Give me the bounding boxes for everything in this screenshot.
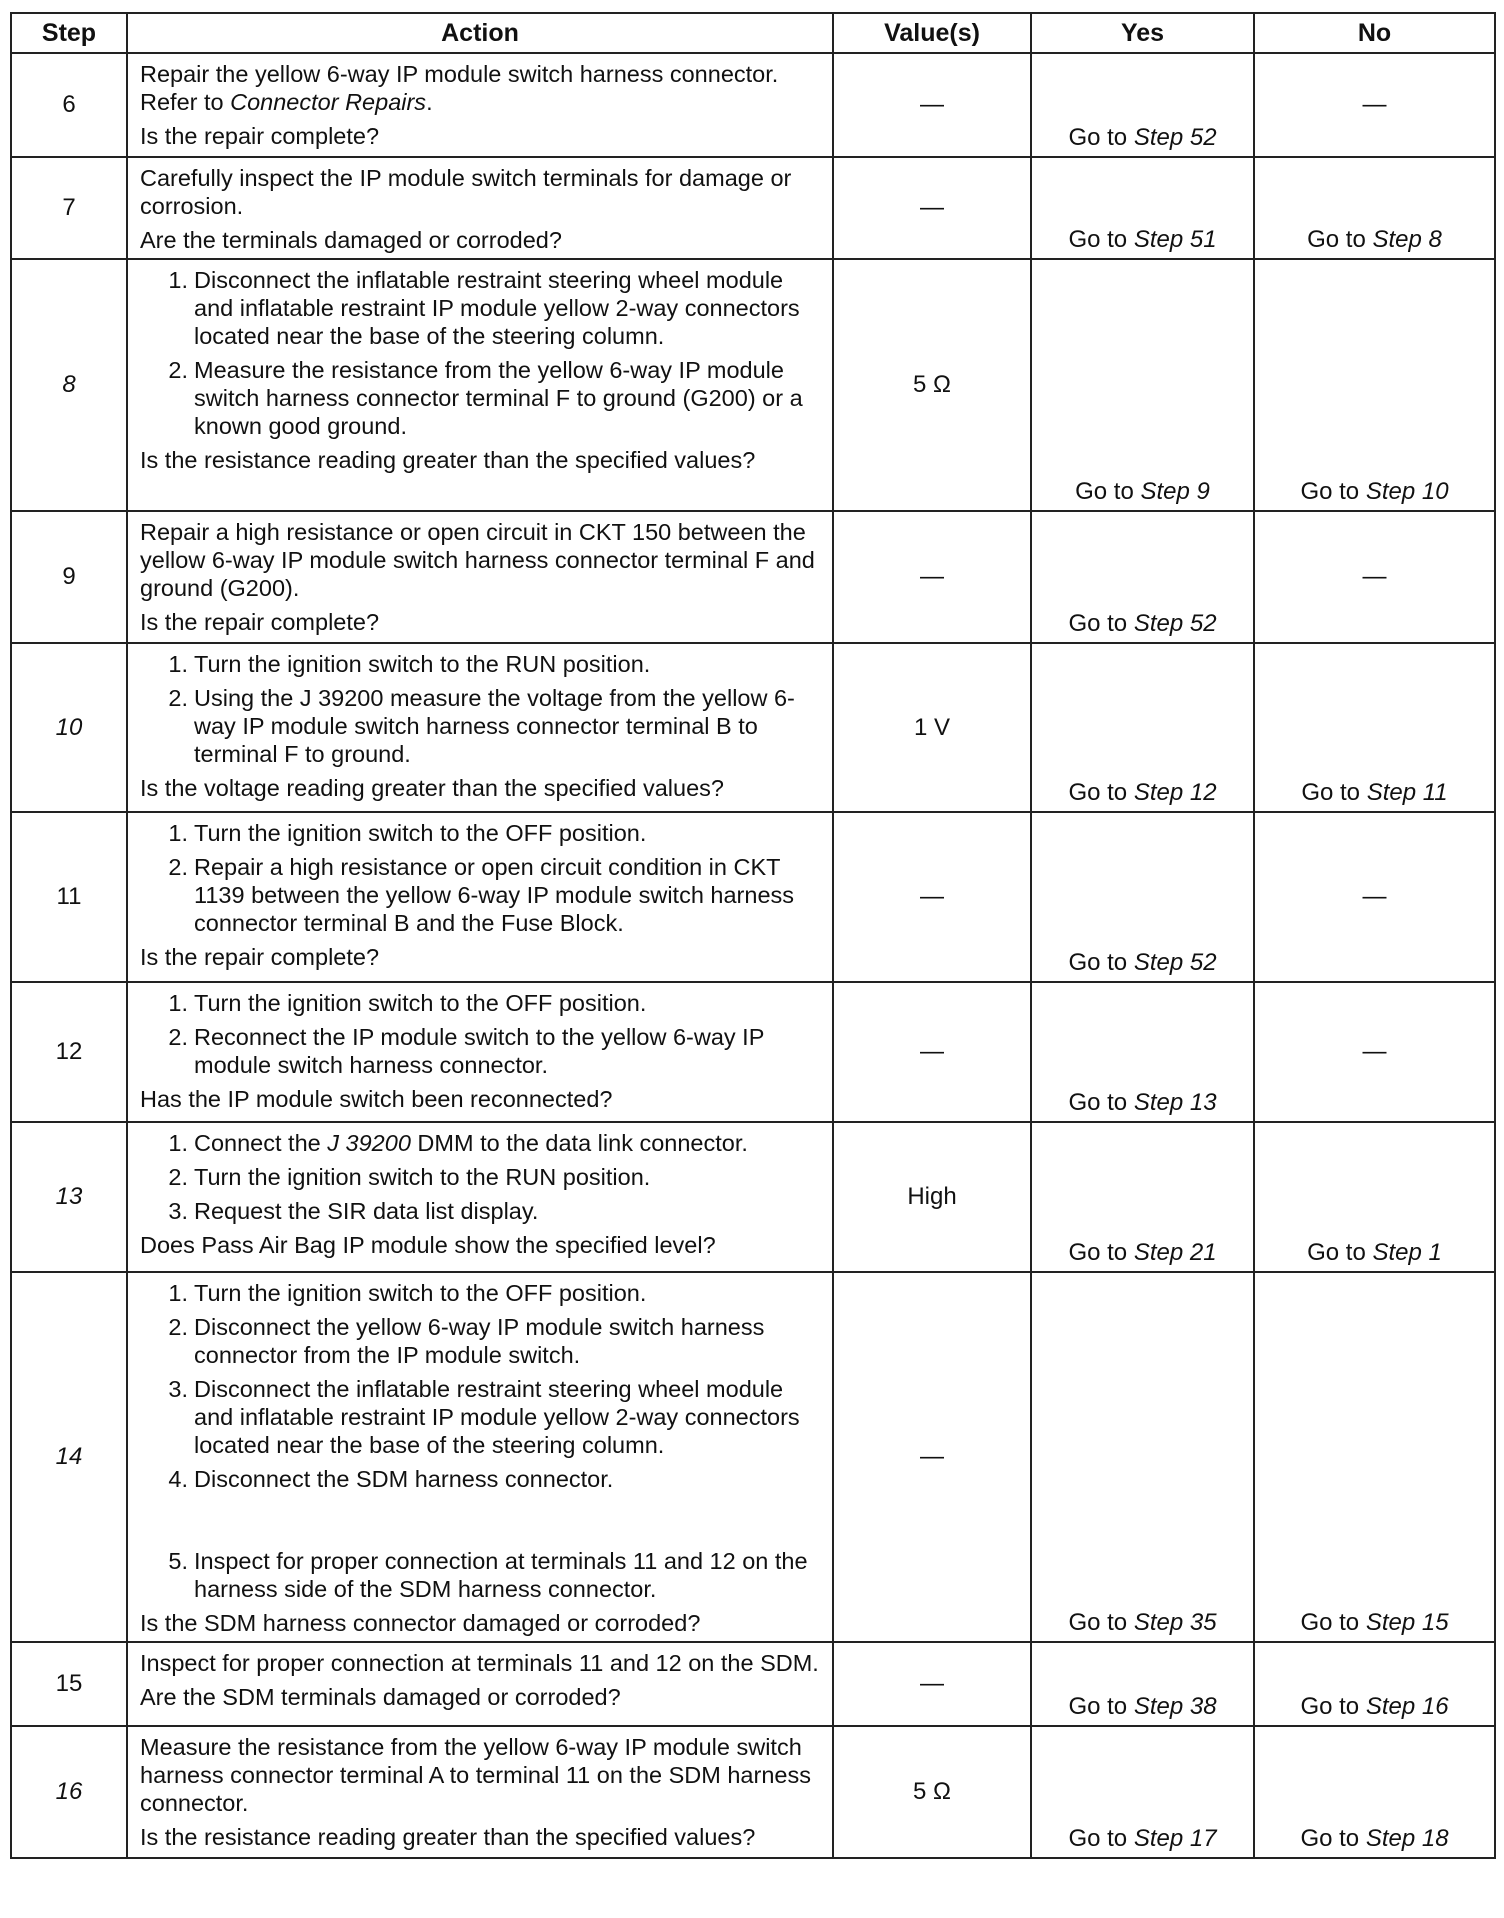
table-row <box>11 643 1495 812</box>
step-number: 10 <box>11 643 127 812</box>
yes-goto: Go to Step 12 <box>1068 779 1217 806</box>
value-cell: — <box>833 511 1031 643</box>
no-cell <box>1254 1642 1495 1726</box>
yes-cell <box>1031 982 1254 1122</box>
action-list <box>140 819 822 937</box>
table-row <box>11 1642 1495 1726</box>
value-cell: — <box>833 1272 1031 1642</box>
no-cell <box>1254 1122 1495 1272</box>
yes-cell <box>1031 511 1254 643</box>
yes-cell <box>1031 259 1254 511</box>
no-goto: Go to Step 1 <box>1307 1239 1442 1266</box>
no-cell <box>1254 53 1495 157</box>
yes-goto: Go to Step 52 <box>1068 610 1217 637</box>
list-item: 2. Using the J 39200 measure the voltage from the yellow 6-way IP module switch harness connector terminal B to terminal F to ground. <box>168 685 795 767</box>
step-number: 6 <box>11 53 127 157</box>
action-list <box>140 650 822 768</box>
action-question: Does Pass Air Bag IP module show the specified level? <box>140 1232 716 1258</box>
no-dash: — <box>1362 563 1387 590</box>
no-cell <box>1254 259 1495 511</box>
yes-cell <box>1031 812 1254 982</box>
action-question: Is the repair complete? <box>140 123 380 149</box>
header-row <box>11 13 1495 53</box>
no-cell <box>1254 812 1495 982</box>
action-question: Is the SDM harness connector damaged or corroded? <box>140 1610 701 1636</box>
value-cell: 5 Ω <box>833 259 1031 511</box>
header-action: Action <box>127 13 833 53</box>
no-goto: Go to Step 11 <box>1301 779 1448 806</box>
no-goto: Go to Step 15 <box>1300 1609 1449 1636</box>
no-cell <box>1254 982 1495 1122</box>
action-cell <box>127 259 833 511</box>
header-no: No <box>1254 13 1495 53</box>
action-list <box>140 989 822 1079</box>
table-row <box>11 1726 1495 1858</box>
yes-cell <box>1031 1122 1254 1272</box>
list-item: 2. Measure the resistance from the yellow 6-way IP module switch harness connector terminal F to ground (G200) or a known good ground. <box>168 357 803 439</box>
list-item: 1. Turn the ignition switch to the OFF position. <box>168 1280 647 1306</box>
tool-reference: J 39200 <box>327 1130 411 1156</box>
action-list <box>140 1279 822 1603</box>
no-cell <box>1254 1272 1495 1642</box>
list-item: 1. Turn the ignition switch to the OFF position. <box>168 990 647 1016</box>
action-cell <box>127 1642 833 1726</box>
yes-cell <box>1031 643 1254 812</box>
yes-goto: Go to Step 17 <box>1068 1825 1217 1852</box>
step-number: 9 <box>11 511 127 643</box>
no-cell <box>1254 157 1495 259</box>
step-number: 14 <box>11 1272 127 1642</box>
step-number: 12 <box>11 982 127 1122</box>
reference-link: Connector Repairs <box>230 89 427 115</box>
yes-cell <box>1031 157 1254 259</box>
action-list <box>140 1129 822 1225</box>
no-dash: — <box>1362 1038 1387 1065</box>
list-item: 1. Disconnect the inflatable restraint steering wheel module and inflatable restraint IP module yellow 2-way connectors located near the base of the steering column. <box>168 267 800 349</box>
value-cell: — <box>833 982 1031 1122</box>
action-question: Are the terminals damaged or corroded? <box>140 227 562 253</box>
header-yes: Yes <box>1031 13 1254 53</box>
yes-cell <box>1031 1642 1254 1726</box>
yes-cell <box>1031 1272 1254 1642</box>
action-question: Is the repair complete? <box>140 609 380 635</box>
list-item: 3. Request the SIR data list display. <box>168 1198 539 1224</box>
no-goto: Go to Step 18 <box>1300 1825 1449 1852</box>
action-question: Is the resistance reading greater than the specified values? <box>140 1824 756 1850</box>
action-question: Are the SDM terminals damaged or corroded? <box>140 1684 621 1710</box>
list-item: 3. Disconnect the inflatable restraint steering wheel module and inflatable restraint IP module yellow 2-way connectors located near the base of the steering column. <box>168 1376 800 1458</box>
step-number: 8 <box>11 259 127 511</box>
yes-cell <box>1031 1726 1254 1858</box>
action-cell <box>127 982 833 1122</box>
action-cell <box>127 53 833 157</box>
table-row <box>11 1122 1495 1272</box>
header-step: Step <box>11 13 127 53</box>
table-row <box>11 511 1495 643</box>
action-list <box>140 266 822 440</box>
yes-goto: Go to Step 9 <box>1075 478 1210 505</box>
yes-goto: Go to Step 21 <box>1068 1239 1217 1266</box>
list-item: 2. Reconnect the IP module switch to the yellow 6-way IP module switch harness connector. <box>168 1024 764 1078</box>
action-text: Carefully inspect the IP module switch terminals for damage or corrosion. <box>140 165 792 219</box>
table-row <box>11 259 1495 511</box>
list-item: 1. Connect the J 39200 DMM to the data link connector. <box>168 1130 748 1156</box>
value-cell: — <box>833 53 1031 157</box>
step-number: 7 <box>11 157 127 259</box>
action-text: Repair the yellow 6-way IP module switch harness connector. Refer to Connector Repairs. <box>140 61 779 115</box>
action-question: Is the voltage reading greater than the specified values? <box>140 775 724 801</box>
step-number: 11 <box>11 812 127 982</box>
action-question: Is the resistance reading greater than the specified values? <box>140 447 756 473</box>
yes-goto: Go to Step 13 <box>1068 1089 1217 1116</box>
value-cell: — <box>833 812 1031 982</box>
yes-goto: Go to Step 35 <box>1068 1609 1217 1636</box>
no-goto: Go to Step 8 <box>1307 226 1442 253</box>
action-cell <box>127 511 833 643</box>
header-values: Value(s) <box>833 13 1031 53</box>
action-text: Measure the resistance from the yellow 6-way IP module switch harness connector terminal A to terminal 11 on the SDM harness connector. <box>140 1734 811 1816</box>
no-cell <box>1254 511 1495 643</box>
step-number: 15 <box>11 1642 127 1726</box>
yes-goto: Go to Step 52 <box>1068 124 1217 151</box>
action-cell <box>127 1272 833 1642</box>
no-cell <box>1254 1726 1495 1858</box>
action-cell <box>127 1726 833 1858</box>
yes-cell <box>1031 53 1254 157</box>
action-cell <box>127 1122 833 1272</box>
action-question: Has the IP module switch been reconnected? <box>140 1086 613 1112</box>
list-item: 1. Turn the ignition switch to the RUN position. <box>168 651 651 677</box>
value-cell: 5 Ω <box>833 1726 1031 1858</box>
no-dash: — <box>1362 883 1387 910</box>
value-cell: — <box>833 157 1031 259</box>
yes-goto: Go to Step 52 <box>1068 949 1217 976</box>
list-item: 4. Disconnect the SDM harness connector. <box>168 1466 614 1492</box>
no-dash: — <box>1362 91 1387 118</box>
value-cell: 1 V <box>833 643 1031 812</box>
no-goto: Go to Step 10 <box>1300 478 1449 505</box>
no-cell <box>1254 643 1495 812</box>
action-question: Is the repair complete? <box>140 944 380 970</box>
table-row <box>11 157 1495 259</box>
step-number: 16 <box>11 1726 127 1858</box>
yes-goto: Go to Step 51 <box>1068 226 1217 253</box>
action-cell <box>127 812 833 982</box>
value-cell: — <box>833 1642 1031 1726</box>
table-row <box>11 53 1495 157</box>
diagnostic-table <box>10 12 1496 1859</box>
no-goto: Go to Step 16 <box>1300 1693 1449 1720</box>
action-cell <box>127 157 833 259</box>
action-text: Inspect for proper connection at terminals 11 and 12 on the SDM. <box>140 1650 819 1676</box>
value-cell: High <box>833 1122 1031 1272</box>
action-text: Repair a high resistance or open circuit in CKT 150 between the yellow 6-way IP module switch harness connector terminal F and ground (G200). <box>140 519 815 601</box>
step-number: 13 <box>11 1122 127 1272</box>
list-item: 2. Turn the ignition switch to the RUN position. <box>168 1164 651 1190</box>
yes-goto: Go to Step 38 <box>1068 1693 1217 1720</box>
list-item: 2. Disconnect the yellow 6-way IP module switch harness connector from the IP module switch. <box>168 1314 765 1368</box>
list-item: 2. Repair a high resistance or open circuit condition in CKT 1139 between the yellow 6-way IP module switch harness connector terminal B and the Fuse Block. <box>168 854 795 936</box>
table-row <box>11 1272 1495 1642</box>
list-item: 1. Turn the ignition switch to the OFF position. <box>168 820 647 846</box>
table-row <box>11 812 1495 982</box>
action-cell <box>127 643 833 812</box>
table-row <box>11 982 1495 1122</box>
list-item: 5. Inspect for proper connection at terminals 11 and 12 on the harness side of the SDM harness connector. <box>168 1548 808 1602</box>
